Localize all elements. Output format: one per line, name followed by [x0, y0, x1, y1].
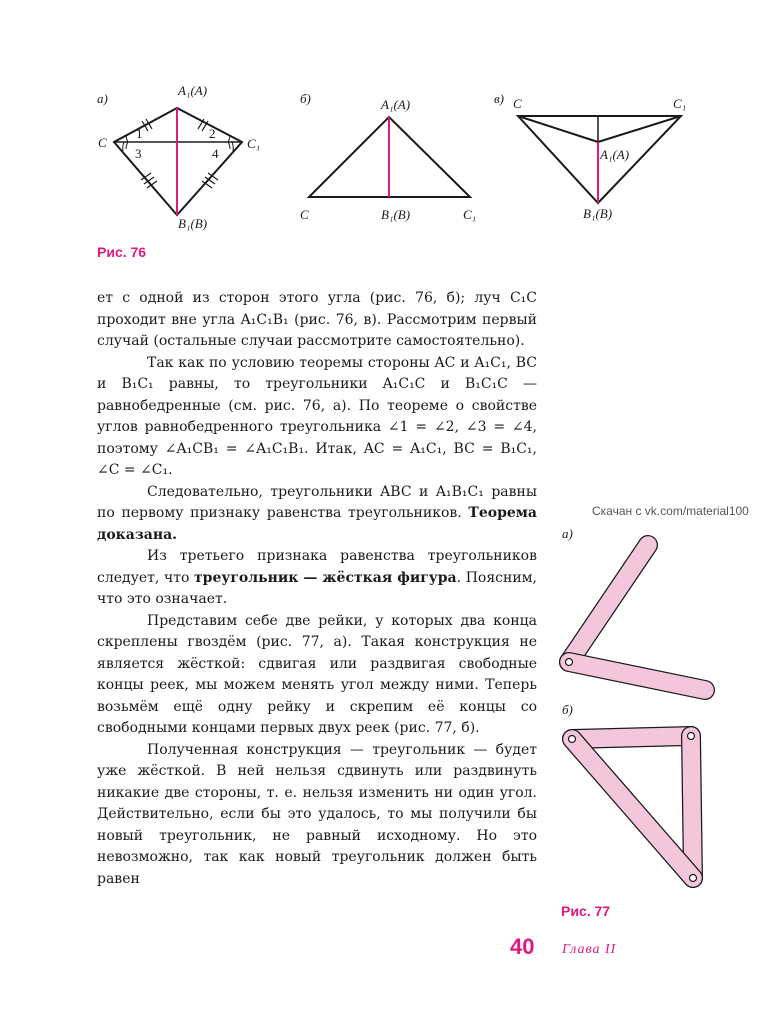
fig76c-letter: в)	[494, 91, 504, 106]
fig76b-label-a1: A₁(A)	[381, 97, 411, 112]
rigid-figure-term: треугольник — жёсткая фигура	[194, 569, 457, 586]
fig77b-letter: б)	[562, 702, 573, 717]
figure-76-caption: Рис. 76	[97, 244, 147, 260]
plank-right	[691, 736, 693, 878]
page-number: 40	[510, 934, 535, 959]
plank-diagonal	[572, 739, 693, 878]
fig76c-label-c: C	[513, 96, 522, 111]
paragraph-2: Так как по условию теоремы стороны AC и A₁C₁, BC и B₁C₁ равны, то треугольники A₁C₁C и B₁C₁C — равнобедренные (см. рис. 76, а). По теореме о свойстве углов равнобедренного треугольника ∠1 = ∠2, ∠3 = ∠4, поэтому ∠A₁CB₁ = ∠A₁C₁B₁. Итак, AC = A₁C₁, BC = B₁C₁, ∠C = ∠C₁.	[97, 354, 537, 478]
angle-1-label: 1	[136, 126, 143, 141]
fig76a-label-c1: C₁	[247, 136, 261, 151]
nail	[690, 875, 697, 882]
plank-short	[569, 662, 705, 690]
angle-4-label: 4	[212, 146, 219, 161]
angle-2-label: 2	[209, 126, 216, 141]
watermark: Скачан с vk.com/material100	[592, 504, 749, 518]
figure-77b	[562, 702, 697, 882]
figure-77-caption: Рис. 77	[561, 903, 611, 919]
nail	[566, 659, 573, 666]
fig76b-label-c1: C₁	[463, 207, 477, 222]
fig76a-label-c: C	[98, 135, 107, 150]
fig76a-label-a1: A₁(A)	[178, 83, 208, 98]
paragraph-5: Представим себе две рейки, у которых два конца скреплены гвоздём (рис. 77, а). Такая конструкция не является жёсткой: сдвигая или раздвигая свободные концы реек, мы можем менять угол между ними. Теперь возьмём ещё одну рейку и скрепим её концы со свободными концами первых двух реек (рис. 77, б).	[97, 612, 537, 736]
paragraph-3-text: Следовательно, треугольники ABC и A₁B₁C₁ равны по первому признаку равенства треугольников.	[97, 483, 537, 521]
plank-long	[569, 545, 648, 662]
fig76a-letter: а)	[97, 91, 108, 106]
fig76c-label-c1: C₁	[673, 96, 687, 111]
angle-3-label: 3	[135, 146, 142, 161]
nail	[688, 733, 695, 740]
fig76c-label-a1: A₁(A)	[600, 147, 630, 162]
fig76b-label-b1: B₁(B)	[381, 207, 411, 222]
fig77a-letter: а)	[562, 526, 573, 541]
paragraph-1: ет с одной из сторон этого угла (рис. 76, б); луч C₁C проходит вне угла A₁C₁B₁ (рис. 76, в). Рассмотрим первый случай (остальные случаи рассмотрите самостоятельно).	[97, 290, 537, 349]
fig76c-label-b1: B₁(B)	[583, 206, 613, 221]
fig76b-letter: б)	[300, 91, 311, 106]
paragraph-4-end: . Поясним, что это означает.	[97, 569, 538, 607]
paragraph-6: Полученная конструкция — треугольник — будет уже жёсткой. В ней нельзя сдвинуть или раздвинуть никакие две стороны, т. е. нельзя изменить ни один угол. Действительно, если бы это удалось, то мы получили бы новый треугольник, не равный исходному. Но это невозможно, так как новый треугольник должен быть равен	[97, 741, 537, 887]
fig76a-label-b1: B₁(B)	[178, 216, 208, 231]
chapter-label: Глава II	[562, 942, 617, 957]
theorem-proved: Теорема доказана.	[97, 505, 537, 543]
nail	[569, 736, 576, 743]
plank-top	[572, 736, 691, 739]
fig76b-label-c: C	[300, 207, 309, 222]
paragraph-4-start: Из третьего признака равенства треугольников следует, что	[97, 548, 537, 586]
figure-77a	[562, 526, 705, 690]
